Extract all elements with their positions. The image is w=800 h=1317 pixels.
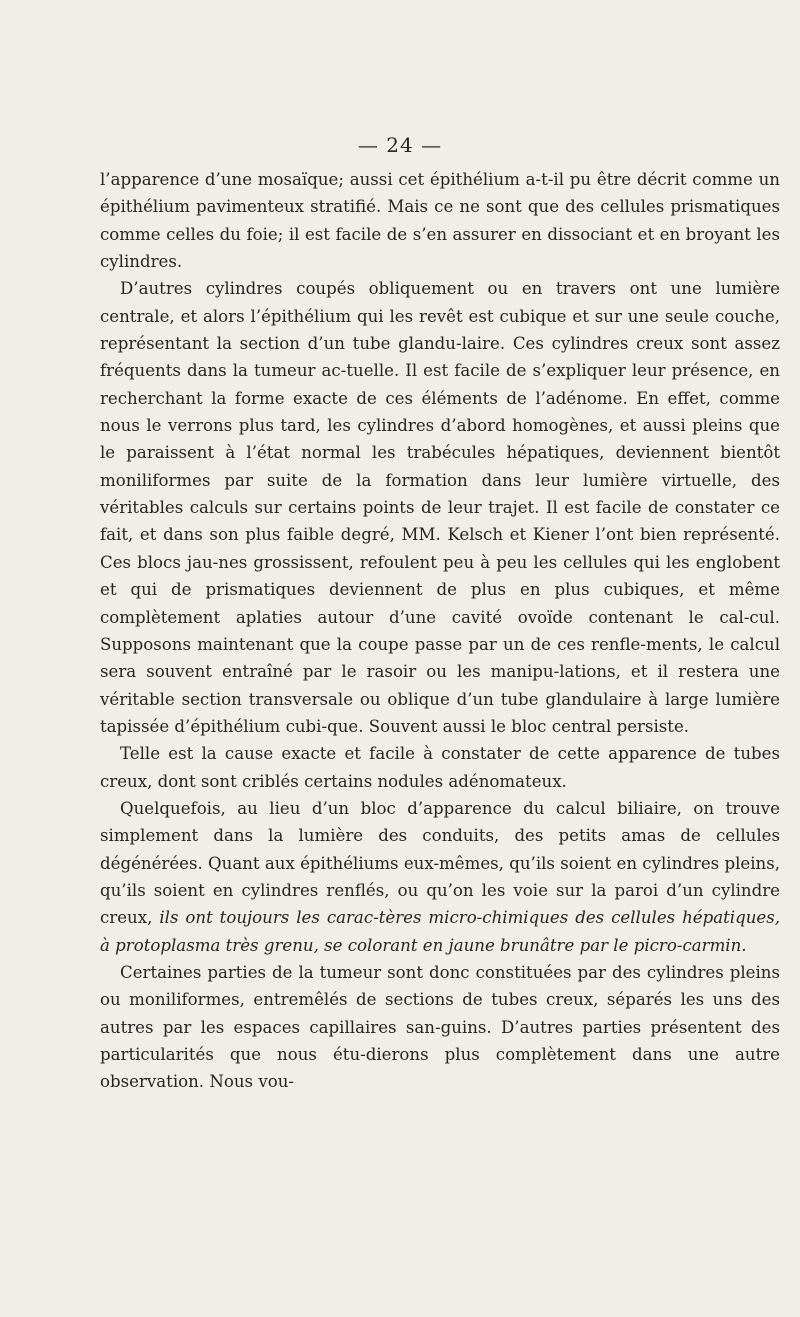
paragraph <box>100 166 780 275</box>
paragraph <box>100 959 780 1096</box>
paragraph-text: Certaines parties de la tumeur sont donc constituées par des cylindres pleins ou moniliformes, entremêlés de sections de tubes creux, séparés les uns des autres par les espaces capillaires san-guins. D’autres parties présentent des particularités que nous étu-dierons plus complètement dans une autre observation. Nous vou- <box>100 962 780 1092</box>
paragraph-text: Quelquefois, au lieu d’un bloc d’apparence du calcul biliaire, on trouve simplement dans la lumière des conduits, des petits amas de cellules dégénérées. Quant aux épithéliums eux-mêmes, qu’ils soient en cylindres pleins, qu’ils soient en cylindres renflés, ou qu’on les voie sur la paroi d’un cylindre creux, <box>100 798 780 928</box>
paragraph <box>100 795 780 959</box>
italic-text: ils ont toujours les carac-tères micro-chimiques des cellules hépatiques, à protoplasma très grenu, se colorant en jaune brunâtre par le picro-carmin. <box>100 908 781 955</box>
paragraph-text: l’apparence d’une mosaïque; aussi cet épithélium a-t-il pu être décrit comme un épithélium pavimenteux stratifié. Mais ce ne sont que des cellules prismatiques comme celles du foie; il est facile de s’en assurer en dissociant et en broyant les cylindres. <box>100 170 780 272</box>
paragraph <box>100 275 780 740</box>
body-text <box>100 166 780 1096</box>
paragraph-text: Telle est la cause exacte et facile à constater de cette apparence de tubes creux, dont sont criblés certains nodules adénomateux. <box>100 744 780 791</box>
paragraph-text: D’autres cylindres coupés obliquement ou en travers ont une lumière centrale, et alors l’épithélium qui les revêt est cubique et sur une seule couche, représentant la section d’un tube glandu-laire. Ces cylindres creux sont assez fréquents dans la tumeur ac-tuelle. Il est facile de s’expliquer leur présence, en recherchant la forme exacte de ces éléments de l’adénome. En effet, comme nous le verrons plus tard, les cylindres d’abord homogènes, et aussi pleins que le paraissent à l’état normal les trabécules hépatiques, deviennent bientôt moniliformes par suite de la formation dans leur lumière virtuelle, des véritables calculs sur certains points de leur trajet. Il est facile de constater ce fait, et dans son plus faible degré, MM. Kelsch et Kiener l’ont bien représenté. Ces blocs jau-nes grossissent, refoulent peu à peu les cellules qui les englobent et qui de prismatiques deviennent de plus en plus cubiques, et même complètement aplaties autour d’une cavité ovoïde contenant le cal-cul. Supposons maintenant que la coupe passe par un de ces renfle-ments, le calcul sera souvent entraîné par le rasoir ou les manipu-lations, et il restera une véritable section transversale ou oblique d’un tube glandulaire à large lumière tapissée d’épithélium cubi-que. Souvent aussi le bloc central persiste. <box>100 279 780 736</box>
paragraph <box>100 740 780 795</box>
page-number: — 24 — <box>357 133 443 157</box>
